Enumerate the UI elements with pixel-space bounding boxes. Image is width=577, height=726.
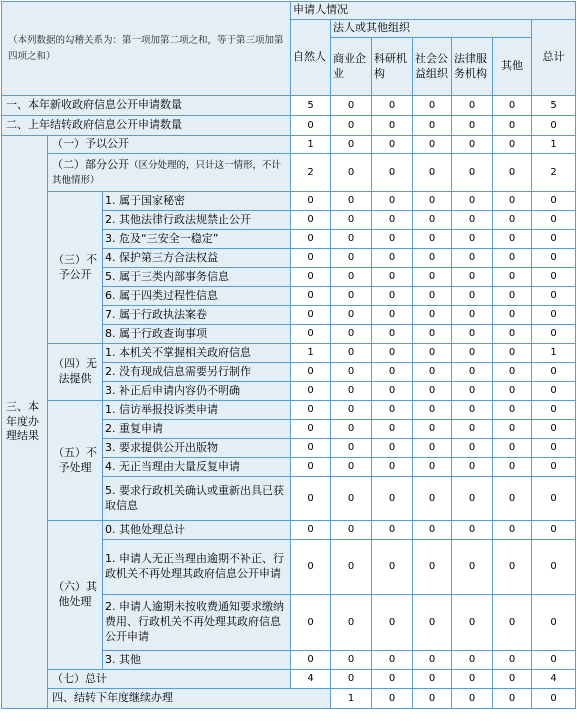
cell: 0 <box>452 670 493 689</box>
cell: 0 <box>413 136 452 154</box>
cell: 0 <box>452 116 493 136</box>
row-label: 2. 没有现成信息需要另行制作 <box>103 363 291 382</box>
header-research: 科研机构 <box>372 38 413 96</box>
cell: 0 <box>413 230 452 249</box>
cell: 0 <box>331 382 372 401</box>
cell: 0 <box>452 211 493 230</box>
cell: 0 <box>372 689 413 709</box>
cell: 0 <box>493 521 532 540</box>
cell: 0 <box>291 651 331 670</box>
cell: 0 <box>331 268 372 287</box>
cell: 0 <box>331 230 372 249</box>
cell: 0 <box>413 651 452 670</box>
cell: 0 <box>372 268 413 287</box>
cell: 5 <box>532 96 576 116</box>
cell: 0 <box>372 116 413 136</box>
header-social: 社会公益组织 <box>413 38 452 96</box>
cell: 0 <box>452 325 493 344</box>
cell: 0 <box>413 287 452 306</box>
cell: 0 <box>413 439 452 458</box>
cell: 0 <box>452 287 493 306</box>
cell: 0 <box>413 595 452 651</box>
header-applicant: 申请人情况 <box>291 2 576 20</box>
cell: 0 <box>493 439 532 458</box>
row-label: 一、本年新收政府信息公开申请数量 <box>2 96 291 116</box>
table-row <box>2 344 576 363</box>
cell: 0 <box>452 136 493 154</box>
cell: 0 <box>372 382 413 401</box>
row-label: 4. 保护第三方合法权益 <box>103 249 291 268</box>
table-row <box>2 96 576 116</box>
row-label: 3. 补正后申请内容仍不明确 <box>103 382 291 401</box>
cell: 0 <box>532 268 576 287</box>
cell: 0 <box>493 477 532 521</box>
cell: 0 <box>413 382 452 401</box>
cell: 0 <box>291 230 331 249</box>
cell: 0 <box>372 363 413 382</box>
row-label-note: （区分处理的，只计这一情形，不计其他情形） <box>52 159 282 186</box>
cell: 0 <box>372 154 413 192</box>
cell: 0 <box>291 287 331 306</box>
cell: 0 <box>452 230 493 249</box>
cell: 0 <box>413 477 452 521</box>
table-row <box>2 670 576 689</box>
cell: 0 <box>493 344 532 363</box>
cell: 0 <box>532 211 576 230</box>
row-label: 1. 属于国家秘密 <box>103 192 291 211</box>
row-label: 0. 其他处理总计 <box>103 521 291 540</box>
cell: 0 <box>493 420 532 439</box>
table-row <box>2 136 576 154</box>
table-row <box>2 521 576 540</box>
header-legal-group: 法人或其他组织 <box>331 20 532 38</box>
cell: 0 <box>331 344 372 363</box>
cell: 0 <box>291 458 331 477</box>
cell: 0 <box>493 382 532 401</box>
cell: 0 <box>291 595 331 651</box>
cell: 0 <box>291 521 331 540</box>
cell: 0 <box>291 363 331 382</box>
row-label: 四、结转下年度继续办理 <box>48 689 331 709</box>
cell: 0 <box>291 192 331 211</box>
cell: 0 <box>532 420 576 439</box>
cell: 0 <box>331 249 372 268</box>
row-label: 3. 其他 <box>103 651 291 670</box>
cell: 0 <box>493 540 532 595</box>
cell: 0 <box>452 521 493 540</box>
table-row <box>2 401 576 420</box>
cell: 0 <box>413 401 452 420</box>
cell: 0 <box>372 325 413 344</box>
cell: 0 <box>493 595 532 651</box>
cell: 0 <box>413 116 452 136</box>
cell: 0 <box>493 689 532 709</box>
cell: 0 <box>532 540 576 595</box>
cell: 0 <box>413 211 452 230</box>
cell: 0 <box>331 211 372 230</box>
row-label: 3. 要求提供公开出版物 <box>103 439 291 458</box>
cell: 0 <box>372 306 413 325</box>
cell: 0 <box>331 96 372 116</box>
cell: 0 <box>493 116 532 136</box>
cell: 0 <box>291 211 331 230</box>
cell: 0 <box>331 651 372 670</box>
cell: 0 <box>331 325 372 344</box>
cell: 0 <box>452 306 493 325</box>
cell: 0 <box>413 363 452 382</box>
cell: 1 <box>532 136 576 154</box>
cell: 0 <box>493 154 532 192</box>
cell: 0 <box>331 458 372 477</box>
cell: 0 <box>413 540 452 595</box>
cell: 0 <box>372 344 413 363</box>
cell: 0 <box>532 477 576 521</box>
cell: 0 <box>452 439 493 458</box>
header-total: 总计 <box>532 20 576 96</box>
cell: 0 <box>372 651 413 670</box>
cell: 0 <box>413 670 452 689</box>
cell: 0 <box>493 287 532 306</box>
cell: 0 <box>452 363 493 382</box>
cell: 0 <box>291 249 331 268</box>
cell: 0 <box>372 401 413 420</box>
row-label: 5. 要求行政机关确认或重新出具已获取信息 <box>103 477 291 521</box>
cell: 0 <box>372 96 413 116</box>
cell: 0 <box>413 689 452 709</box>
row-label: 2. 申请人逾期未按收费通知要求缴纳费用、行政机关不再处理其政府信息公开申请 <box>103 595 291 651</box>
cell: 0 <box>291 477 331 521</box>
cell: 0 <box>291 382 331 401</box>
cell: 0 <box>372 192 413 211</box>
cell: 0 <box>413 458 452 477</box>
cell: 0 <box>493 230 532 249</box>
cell: 0 <box>331 477 372 521</box>
cell: 0 <box>493 268 532 287</box>
cell: 1 <box>331 689 372 709</box>
section-result-label: 三、本年度办理结果 <box>2 136 48 709</box>
cell: 0 <box>413 306 452 325</box>
group-label-unavailable: （四）无法提供 <box>48 344 103 401</box>
row-label: （一）予以公开 <box>48 136 291 154</box>
row-label: 3. 危及“三安全一稳定” <box>103 230 291 249</box>
row-label: （七）总计 <box>48 670 291 689</box>
cell: 0 <box>331 363 372 382</box>
cell: 0 <box>331 670 372 689</box>
group-label-other-processing: （六）其他处理 <box>48 521 103 670</box>
cell: 0 <box>452 540 493 595</box>
cell: 0 <box>372 540 413 595</box>
cell: 0 <box>532 521 576 540</box>
table-row <box>2 192 576 211</box>
cell: 0 <box>413 96 452 116</box>
cell: 0 <box>413 268 452 287</box>
cell: 0 <box>372 211 413 230</box>
cell: 0 <box>291 420 331 439</box>
cell: 4 <box>532 670 576 689</box>
header-other: 其他 <box>493 38 532 96</box>
cell: 0 <box>452 689 493 709</box>
header-legal-service: 法律服务机构 <box>452 38 493 96</box>
cell: 0 <box>532 689 576 709</box>
cell: 0 <box>452 420 493 439</box>
cell: 0 <box>331 154 372 192</box>
cell: 0 <box>452 595 493 651</box>
row-label: 5. 属于三类内部事务信息 <box>103 268 291 287</box>
cell: 0 <box>532 401 576 420</box>
cell: 0 <box>331 306 372 325</box>
cell: 0 <box>413 344 452 363</box>
cell: 0 <box>493 458 532 477</box>
cell: 0 <box>372 420 413 439</box>
row-label: 8. 属于行政查询事项 <box>103 325 291 344</box>
cell: 0 <box>452 651 493 670</box>
cell: 0 <box>452 344 493 363</box>
header-commercial: 商业企业 <box>331 38 372 96</box>
cell: 0 <box>413 420 452 439</box>
cell: 0 <box>493 136 532 154</box>
cell: 0 <box>372 458 413 477</box>
cell: 0 <box>452 268 493 287</box>
cell: 0 <box>372 595 413 651</box>
group-label-not-processed: （五）不予处理 <box>48 401 103 521</box>
cell: 0 <box>452 382 493 401</box>
row-label: 6. 属于四类过程性信息 <box>103 287 291 306</box>
cell: 0 <box>413 192 452 211</box>
cell: 0 <box>493 325 532 344</box>
cell: 0 <box>532 458 576 477</box>
cell: 0 <box>331 439 372 458</box>
cell: 0 <box>331 192 372 211</box>
cell: 0 <box>331 401 372 420</box>
cell: 0 <box>331 420 372 439</box>
cell: 0 <box>372 230 413 249</box>
cell: 0 <box>452 154 493 192</box>
cell: 2 <box>532 154 576 192</box>
cell: 0 <box>532 651 576 670</box>
cell: 0 <box>372 136 413 154</box>
cell: 0 <box>532 287 576 306</box>
cell: 0 <box>532 249 576 268</box>
cell: 0 <box>291 116 331 136</box>
cell: 0 <box>413 521 452 540</box>
cell: 0 <box>413 249 452 268</box>
cell: 0 <box>493 306 532 325</box>
cell: 0 <box>493 363 532 382</box>
table-row <box>2 154 576 192</box>
cell: 0 <box>493 670 532 689</box>
cell: 0 <box>532 192 576 211</box>
gov-info-disclosure-table <box>1 1 576 709</box>
cell: 0 <box>452 477 493 521</box>
cell: 0 <box>372 439 413 458</box>
cell: 0 <box>493 401 532 420</box>
cell: 2 <box>291 154 331 192</box>
row-label: 2. 重复申请 <box>103 420 291 439</box>
cell: 0 <box>452 192 493 211</box>
cell: 0 <box>493 192 532 211</box>
cell: 0 <box>331 287 372 306</box>
row-label: 2. 其他法律行政法规禁止公开 <box>103 211 291 230</box>
cell: 0 <box>372 249 413 268</box>
cell: 0 <box>532 325 576 344</box>
cell: 0 <box>532 595 576 651</box>
row-label-text: （二）部分公开 <box>52 157 129 171</box>
row-label: 1. 申请人无正当理由逾期不补正、行政机关不再处理其政府信息公开申请 <box>103 540 291 595</box>
cell: 0 <box>291 540 331 595</box>
cell: 4 <box>291 670 331 689</box>
cell: 1 <box>291 344 331 363</box>
cell: 0 <box>532 439 576 458</box>
cell: 0 <box>372 287 413 306</box>
table-row <box>2 116 576 136</box>
cell: 5 <box>291 96 331 116</box>
cell: 0 <box>291 401 331 420</box>
cell: 0 <box>372 477 413 521</box>
row-label: 1. 本机关不掌握相关政府信息 <box>103 344 291 363</box>
row-label: 7. 属于行政执法案卷 <box>103 306 291 325</box>
cell: 0 <box>331 521 372 540</box>
cell: 0 <box>532 230 576 249</box>
cell: 0 <box>413 325 452 344</box>
group-label-refuse: （三）不予公开 <box>48 192 103 344</box>
cell: 0 <box>452 249 493 268</box>
cell: 0 <box>331 116 372 136</box>
table-row <box>2 689 576 709</box>
cell: 1 <box>532 344 576 363</box>
cell: 0 <box>493 211 532 230</box>
row-label <box>48 154 291 192</box>
cell: 0 <box>452 401 493 420</box>
cell: 0 <box>331 540 372 595</box>
row-label: 4. 无正当理由大量反复申请 <box>103 458 291 477</box>
header-natural: 自然人 <box>291 20 331 96</box>
cell: 0 <box>532 116 576 136</box>
cell: 0 <box>493 249 532 268</box>
cell: 1 <box>291 136 331 154</box>
header-note: （本列数据的勾稽关系为：第一项加第二项之和，等于第三项加第四项之和） <box>2 2 291 96</box>
cell: 0 <box>493 96 532 116</box>
row-label: 二、上年结转政府信息公开申请数量 <box>2 116 291 136</box>
cell: 0 <box>532 363 576 382</box>
cell: 0 <box>291 325 331 344</box>
row-label: 1. 信访举报投诉类申请 <box>103 401 291 420</box>
cell: 0 <box>493 651 532 670</box>
cell: 0 <box>291 439 331 458</box>
cell: 0 <box>372 670 413 689</box>
cell: 0 <box>452 96 493 116</box>
cell: 0 <box>532 382 576 401</box>
cell: 0 <box>413 154 452 192</box>
cell: 0 <box>452 458 493 477</box>
cell: 0 <box>532 306 576 325</box>
cell: 0 <box>291 268 331 287</box>
cell: 0 <box>331 595 372 651</box>
cell: 0 <box>372 521 413 540</box>
cell: 0 <box>291 306 331 325</box>
cell: 0 <box>331 136 372 154</box>
